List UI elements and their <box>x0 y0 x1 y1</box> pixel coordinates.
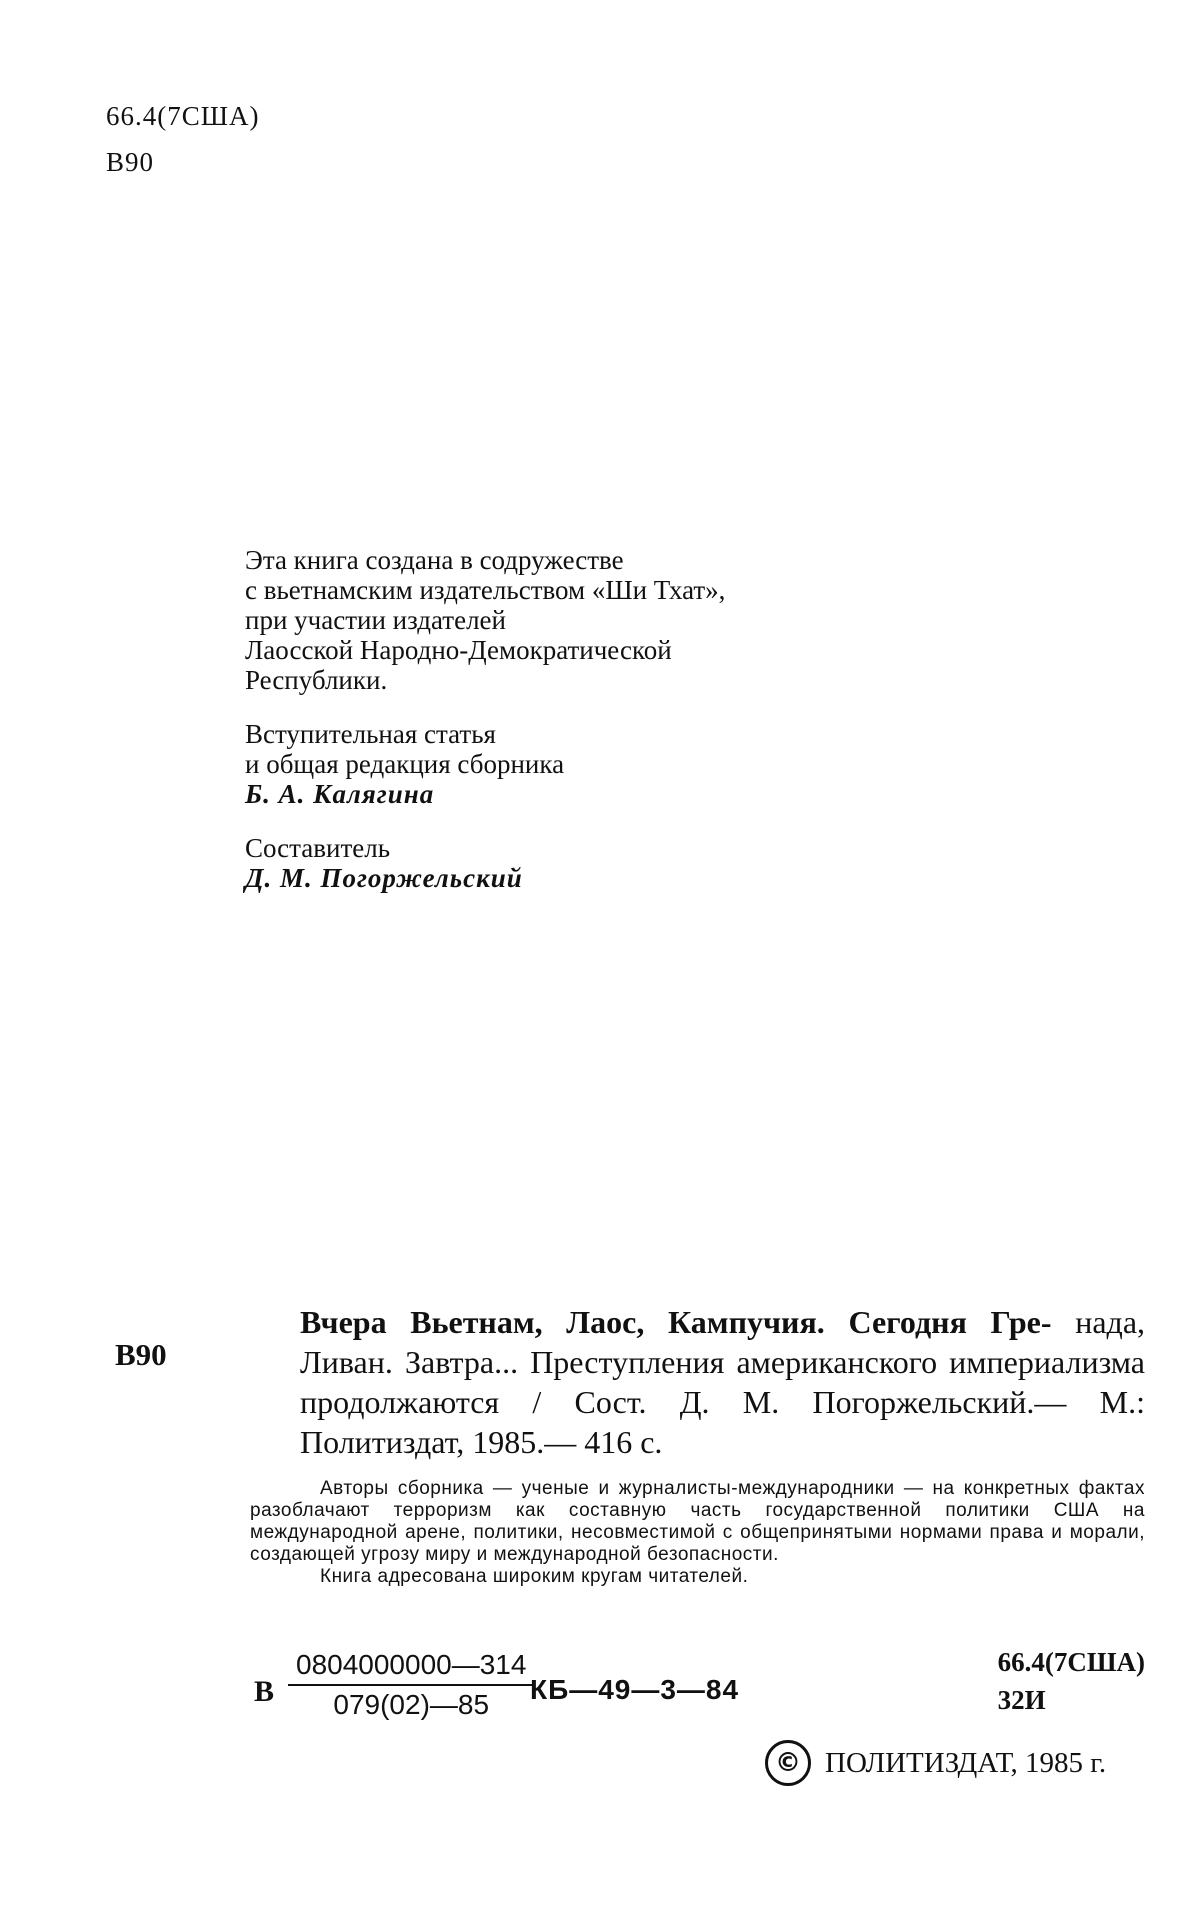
fraction-denominator: 079(02)—85 <box>333 1689 490 1720</box>
copyright-line <box>765 1740 1106 1786</box>
credits-block <box>245 545 945 917</box>
compiler-credit <box>245 833 945 893</box>
udc-code: 66.4(7США) <box>106 101 260 131</box>
cooperation-line: Лаосской Народно-Демократической <box>245 635 672 665</box>
cooperation-line: Эта книга создана в содружестве <box>245 545 624 575</box>
annotation-paragraph: Авторы сборника — ученые и журналисты-международники — на конкретных фактах разоблачают терроризм как составную часть государственной политики США на международной арене, политики, несовместимой с общепринятыми нормами права и морали, создающей угрозу миру и международной безопасности. <box>250 1478 1145 1565</box>
copyright-icon: © <box>765 1740 811 1786</box>
annotation <box>250 1478 1145 1588</box>
intro-line: и общая редакция сборника <box>245 749 565 779</box>
index-fraction <box>288 1648 534 1722</box>
annotation-paragraph: Книга адресована широким кругам читателей. <box>320 1566 749 1587</box>
bib-title-rest: нада, Ливан. Завтра... Преступления американского империализма продолжаются / Сост. Д. М. Погоржельский.— М.: Политиздат, 1985.— 416 с. <box>300 1304 1146 1460</box>
kb-code: КБ—49—3—84 <box>530 1674 740 1705</box>
compiler-name: Д. М. Погоржельский <box>245 863 523 893</box>
intro-editor-name: Б. А. Калягина <box>245 779 435 809</box>
cooperation-line: с вьетнамским издательством «Ши Тхат», <box>245 575 726 605</box>
catalog-left-code: В90 <box>115 1337 167 1372</box>
right-codes <box>998 1643 1145 1719</box>
compiler-label: Составитель <box>245 833 391 863</box>
intro-line: Вступительная статья <box>245 719 496 749</box>
bibliographic-entry <box>300 1302 1145 1462</box>
bib-title-lead: Вчера Вьетнам, Лаос, Кампучия. Сегодня Гре- <box>300 1304 1052 1340</box>
cooperation-line: Республики. <box>245 665 388 695</box>
intro-credit <box>245 719 945 809</box>
cooperation-note <box>245 545 945 695</box>
right-code-secondary: 32И <box>997 1685 1046 1715</box>
fraction-numerator: 0804000000—314 <box>288 1648 534 1686</box>
index-letter: В <box>254 1675 275 1708</box>
author-mark: В90 <box>106 147 155 177</box>
cooperation-line: при участии издателей <box>245 605 506 635</box>
copyright-text: ПОЛИТИЗДАТ, 1985 г. <box>825 1746 1107 1779</box>
right-code-udc: 66.4(7США) <box>997 1647 1145 1677</box>
